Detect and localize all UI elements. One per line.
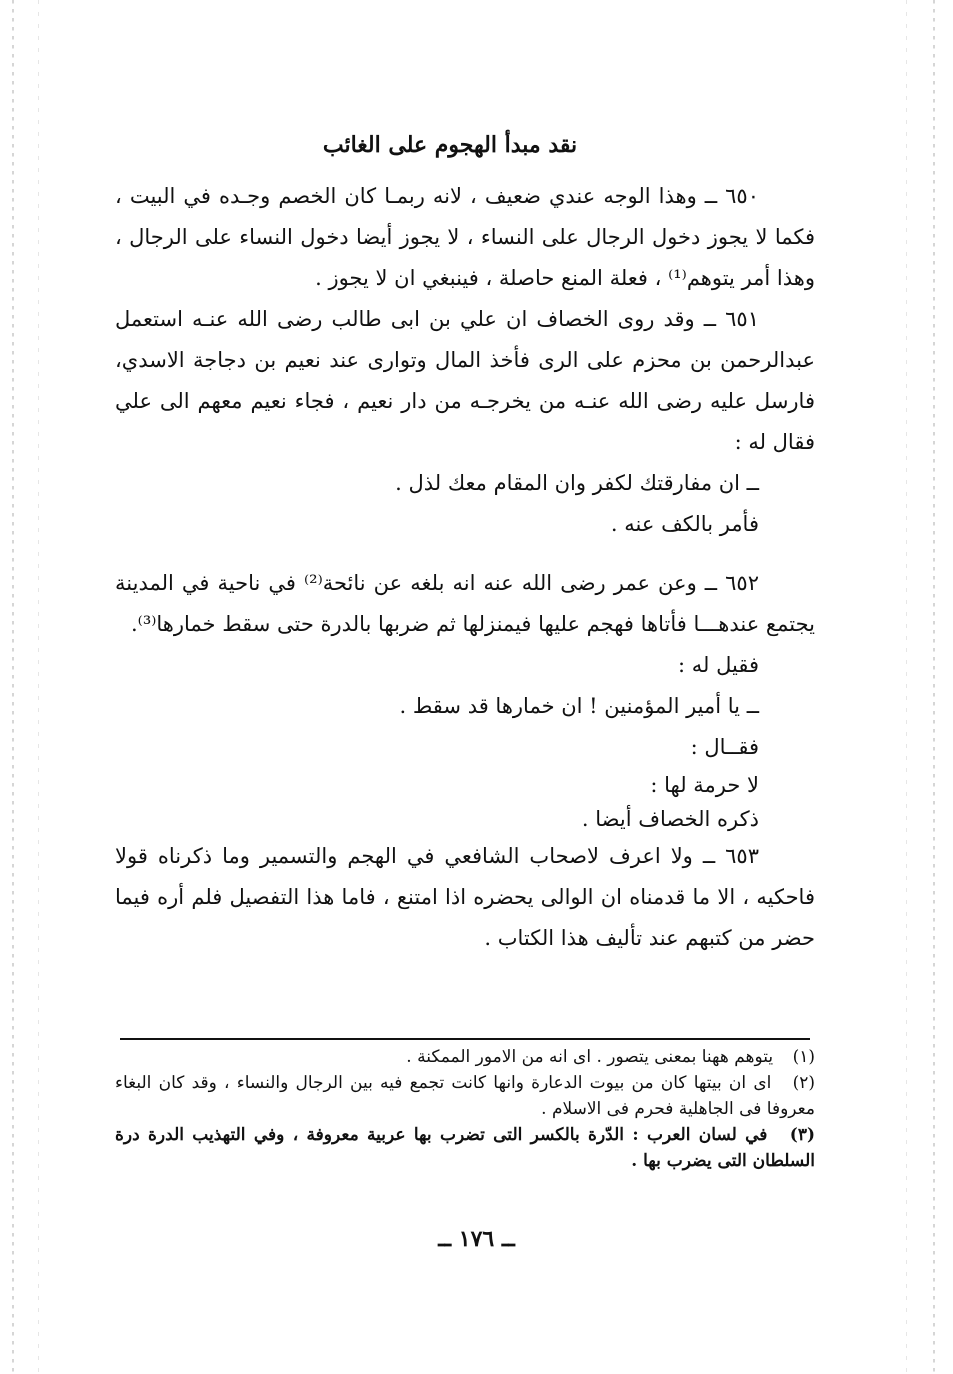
paragraph-653: ٦٥٣ ــ ولا اعرف لاصحاب الشافعي في الهجم والتسمير وما ذكرناه قولا فاحكيه ، الا ما قدمناه ان الوالى يحضره اذا امتنع ، فاما هذا التفصيل فلم أره فيما حضر من كتبهم عند تأليف هذا الكتاب . (115, 844, 815, 950)
dialog-line: لا حرمة لها : (650, 773, 759, 797)
footnote-item (115, 1044, 815, 1070)
dialog-line: فقيل له : (678, 653, 759, 677)
footnote-text: اى ان بيتها كان من بيوت الدعارة وانها كانت تجمع فيه بين الرجال والنساء ، وقد كان البغاء معروفا فى الجاهلية فحرم فى الاسلام . (115, 1073, 815, 1119)
footnote-text: يتوهم ههنا بمعنى يتصور . اى انه من الامور الممكنة . (406, 1047, 774, 1067)
footnote-number: (١) (792, 1047, 815, 1067)
paragraph-652: ٦٥٢ ــ وعن عمر رضى الله عنه انه بلغه عن نائحة⁽²⁾ في ناحية في المدينة يجتمع عندهـــا فأتاها فهجم عليها فيمنزلها ثم ضربها بالدرة حتى سقط خمارها⁽³⁾. (115, 571, 815, 636)
footnote-text: في لسان العرب : الدّرة بالكسر التى تضرب بها عربية معروفة ، وفي التهذيب الدرة درة السلطان التى يضرب بها . (115, 1125, 815, 1171)
footnote-divider (120, 1038, 810, 1040)
footnote-item (115, 1122, 815, 1174)
dialog-line: ذكره الخصاف أيضا . (581, 807, 759, 831)
footnote-item (115, 1070, 815, 1122)
dialog-line: فقــال : (690, 735, 759, 759)
dialog-line: ــ ان مفارقتك لكفر وان المقام معك لذل . (395, 471, 759, 495)
page-title: نقد مبدأ الهجوم على الغائب (322, 132, 578, 158)
scan-artifact-right (933, 0, 935, 1374)
paragraph-651: ٦٥١ ــ وقد روى الخصاف ان علي بن ابى طالب رضى الله عنـه استعمل عبدالرحمن بن محزم على الرى فأخذ المال وتوارى عند نعيم بن دجاجة الاسدي، فارسل عليه رضى الله عنـه من يخرجـه من دار نعيم ، فجاء نعيم معهم الى علي فقال له : (115, 307, 815, 454)
scan-artifact-right-inner (906, 0, 907, 1374)
footnote-number: (٢) (792, 1073, 816, 1093)
footnotes (115, 1044, 815, 1174)
footnote-number: (٣) (789, 1125, 815, 1145)
page-number: ــ ١٧٦ ــ (438, 1226, 515, 1252)
dialog-line: فأمر بالكف عنه . (610, 512, 759, 536)
main-text (115, 176, 815, 959)
dialog-line: ــ يا أمير المؤمنين ! ان خمارها قد سقط . (399, 694, 759, 718)
paragraph-650: ٦٥٠ ــ وهذا الوجه عندي ضعيف ، لانه ربمـا كان الخصم وجـده في البيت ، فكما لا يجوز دخول الرجال على النساء ، لا يجوز أيضا دخول النساء على الرجال ، وهذا أمر يتوهم⁽¹⁾ ، فعلة المنع حاصلة ، فينبغي ان لا يجوز . (115, 184, 815, 290)
scan-artifact-left (12, 0, 14, 1374)
scan-artifact-left-inner (38, 0, 39, 1374)
